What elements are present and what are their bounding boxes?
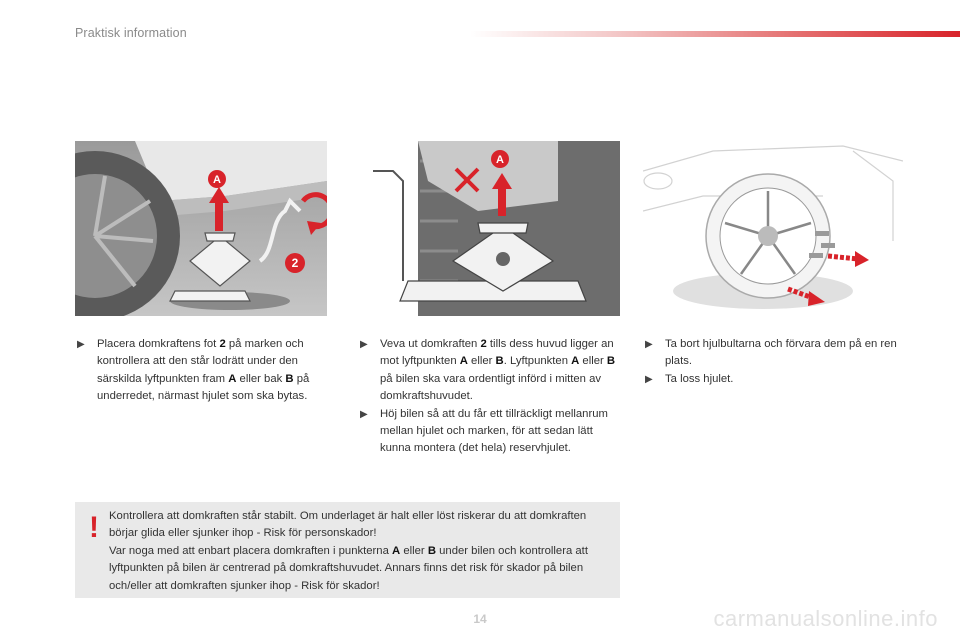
illustration-wheel-removal [643, 141, 903, 316]
label-a-marker-2: A [496, 154, 504, 166]
arrow-bullet-icon: ▶ [645, 373, 653, 385]
exclamation-icon: ! [89, 511, 99, 544]
step-item: ▶ Veva ut domkraften 2 tills dess huvud ligger an mot lyftpunkten A eller B. Lyftpunkten A eller B på bilen ska vara ordentligt införd i mitten av domkraftshuvudet. [360, 338, 616, 403]
warning-box [75, 502, 620, 598]
label-a-marker: A [213, 174, 221, 186]
header-accent-bar [470, 31, 960, 37]
warning-text [109, 508, 609, 595]
page-header-title: Praktisk information [75, 26, 187, 40]
instruction-column-1 [75, 336, 325, 406]
warning-paragraph: Var noga med att enbart placera domkraften i punkterna A eller B under bilen och kontrollera att lyftpunkten på bilen är centrerad på domkraftshuvudet. Annars finns det risk för skador på bilen och/eller att domkraften sjunker ihop - Risk för skador! [109, 544, 588, 592]
page-number: 14 [473, 612, 487, 626]
step-item: ▶ Ta bort hjulbultarna och förvara dem på en ren plats. [645, 338, 897, 368]
illustration-jack-lift-point [358, 141, 620, 316]
arrow-bullet-icon: ▶ [645, 339, 653, 350]
arrow-bullet-icon: ▶ [360, 339, 368, 350]
watermark: carmanualsonline.info [713, 606, 938, 631]
step-item: ▶ Ta loss hjulet. [643, 371, 905, 388]
arrow-bullet-icon: ▶ [360, 408, 368, 420]
warning-paragraph: Kontrollera att domkraften står stabilt. Om underlaget är halt eller löst riskerar du att domkraften börjar glida eller sjunker ihop - Risk för personskador! [109, 510, 587, 540]
illustration-jack-placement [75, 141, 327, 316]
instruction-column-2 [358, 336, 623, 458]
label-2-marker: 2 [291, 256, 299, 270]
arrow-bullet-icon: ▶ [77, 339, 85, 350]
step-item: ▶ Placera domkraftens fot 2 på marken och kontrollera att den står lodrätt under den särskilda lyftpunkten fram A eller bak B på underredet, närmast hjulet som ska bytas. [77, 338, 310, 403]
instruction-column-3 [643, 336, 905, 388]
step-item: ▶ Höj bilen så att du får ett tillräckligt mellanrum mellan hjulet och marken, för att sedan lätt kunna montera (det hela) reservhjulet. [360, 407, 608, 455]
